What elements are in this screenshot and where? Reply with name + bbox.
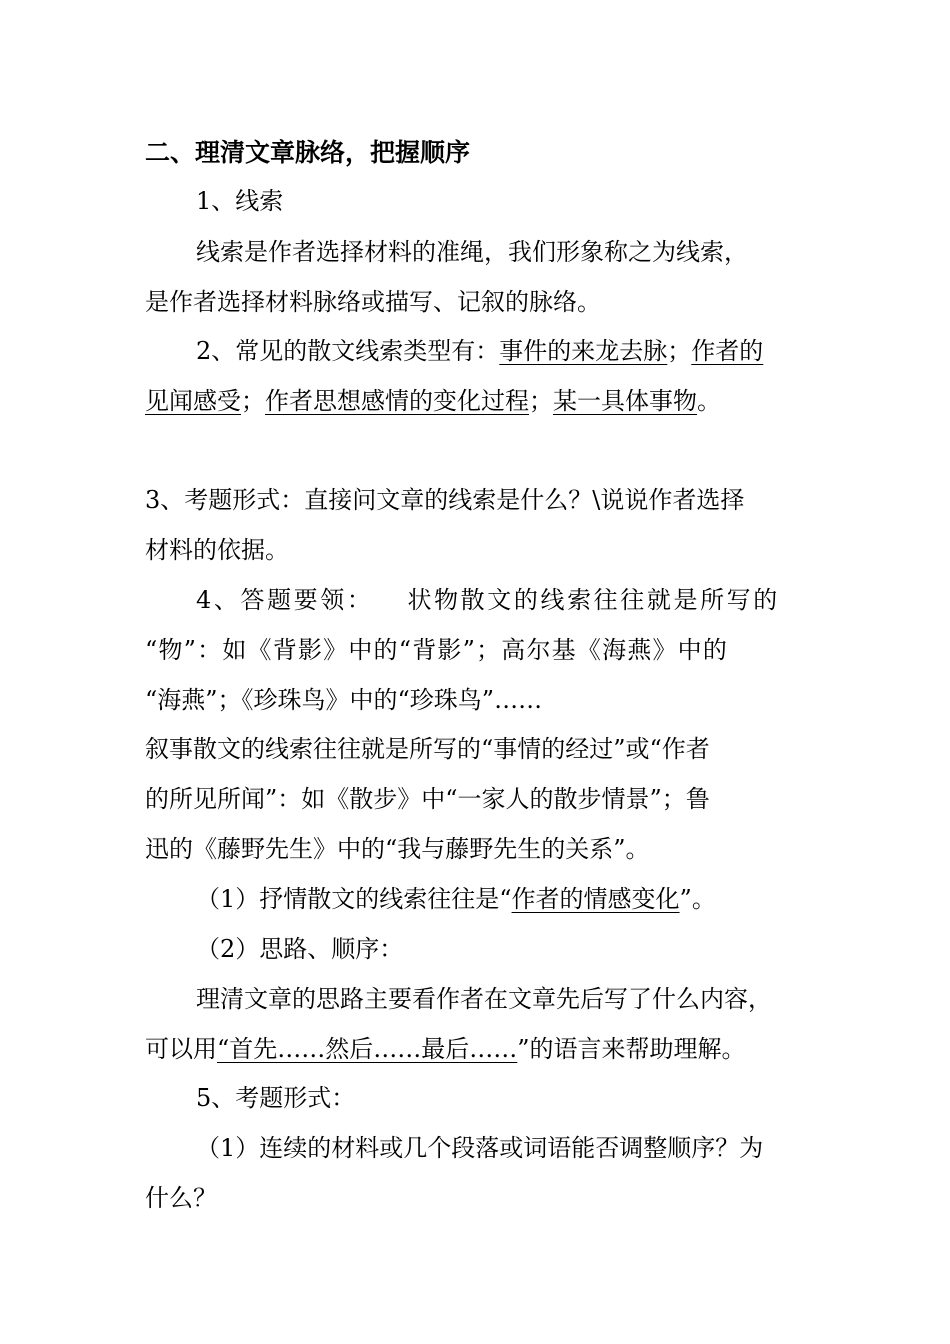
lyric-essay-clue [196,884,866,914]
answer-tips-line-4: 叙事散文的线索往往就是所写的“事情的经过”或“作者 [145,735,710,763]
thought-order-line-2 [145,1034,815,1064]
answer-tips-line-3: “海燕”；《珍珠鸟》中的“珍珠鸟”…… [145,686,543,714]
clue-type-experience-part2: 见闻感受 [145,387,241,415]
clue-types-prefix: 2、常见的散文线索类型有： [196,337,500,365]
thought-order-end: ”的语言来帮助理解。 [517,1035,746,1063]
clue-types-line-2 [145,386,815,416]
clue-type-experience-part1: 作者的 [691,337,764,365]
answer-tips-label: 4、答题要领： [196,586,374,614]
clue-definition-line-1: 线索是作者选择材料的准绳，我们形象称之为线索， [196,238,748,266]
thought-order-prefix: 可以用 [145,1035,217,1063]
question-1-line-1: （1）连续的材料或几个段落或词语能否调整顺序？为 [196,1134,764,1162]
thought-order-line-1: 理清文章的思路主要看作者在文章先后写了什么内容， [196,985,772,1013]
clue-type-emotion-change: 作者思想感情的变化过程 [265,387,529,415]
period: 。 [697,387,721,415]
lyric-essay-key: 作者的情感变化 [511,885,680,913]
exam-form-line-2: 材料的依据。 [145,536,289,564]
separator: ； [529,387,553,415]
clue-types-line-1 [196,336,866,366]
question-1-line-2: 什么？ [145,1184,217,1212]
clue-type-object: 某一具体事物 [553,387,697,415]
separator: ； [667,337,692,365]
answer-tips-line-2: “物”：如《背影》中的“背影”；高尔基《海燕》中的 [145,636,729,664]
thought-order-key: “首先……然后……最后…… [217,1035,518,1063]
thought-order-label: （2）思路、顺序： [196,935,404,963]
answer-tips-line-6: 迅的《藤野先生》中的“我与藤野先生的关系”。 [145,835,650,863]
lyric-essay-prefix: （1）抒情散文的线索往往是“ [196,885,512,913]
clue-definition-line-2: 是作者选择材料脉络或描写、记叙的脉络。 [145,288,601,316]
lyric-essay-end: ”。 [679,885,716,913]
exam-form-line-1: 3、考题形式：直接问文章的线索是什么？\说说作者选择 [145,486,745,514]
answer-tips-line-1 [196,585,866,615]
exam-form-2-label: 5、考题形式： [196,1084,356,1112]
separator: ； [241,387,265,415]
section-heading: 二、理清文章脉络，把握顺序 [145,138,471,167]
answer-tips-text: 状物散文的线索往往就是所写的 [407,586,780,614]
clue-type-events: 事件的来龙去脉 [499,337,668,365]
answer-tips-line-5: 的所见所闻”：如《散步》中“一家人的散步情景”；鲁 [145,785,710,813]
clue-label: 1、线索 [196,187,284,215]
